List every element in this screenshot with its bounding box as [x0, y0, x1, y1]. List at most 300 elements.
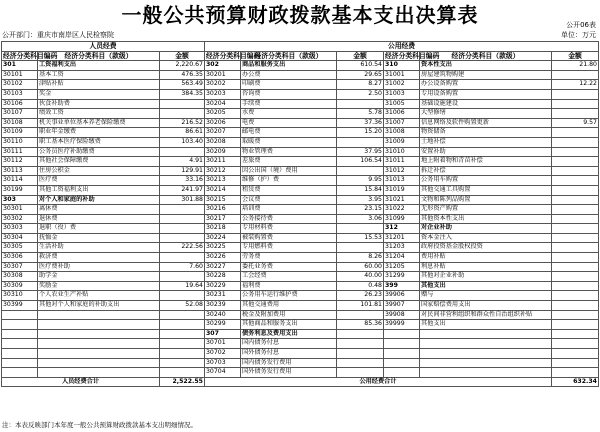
form-number: 公开06表: [566, 21, 596, 29]
econ-code-cell: 30211: [205, 157, 241, 167]
amount-cell: [337, 368, 384, 378]
amount-cell: [337, 339, 384, 349]
econ-name-cell: 对民间非营利组织和群众性自治组织补贴: [420, 310, 552, 320]
amount-cell: 9.57: [552, 118, 599, 128]
table-row: [2, 137, 599, 147]
econ-code-cell: 30701: [205, 339, 241, 349]
econ-code-cell: 30224: [205, 233, 241, 243]
econ-name-cell: 其他商品和服务支出: [241, 320, 337, 330]
table-row: [2, 262, 599, 272]
amount-cell: 15.53: [337, 233, 384, 243]
table-row: [2, 291, 599, 301]
table-row: [2, 176, 599, 186]
amount-cell: [337, 329, 384, 339]
econ-code-cell: [2, 368, 38, 378]
econ-name-cell: 医疗费: [38, 176, 160, 186]
amount-cell: [160, 358, 205, 368]
amount-cell: [337, 358, 384, 368]
econ-code-cell: 31001: [384, 70, 420, 80]
econ-name-cell: 其他社会保障缴费: [38, 157, 160, 167]
table-row: [2, 358, 599, 368]
table-row: [2, 329, 599, 339]
amount-cell: 610.54: [337, 61, 384, 71]
econ-code-cell: [384, 329, 420, 339]
econ-name-cell: 物资储备: [420, 128, 552, 138]
amount-cell: 52.08: [160, 301, 205, 311]
amount-cell: 15.20: [337, 128, 384, 138]
amount-cell: [337, 99, 384, 109]
amount-cell: [552, 109, 599, 119]
econ-name-cell: 专用燃料费: [241, 243, 337, 253]
amount-cell: 40.00: [337, 272, 384, 282]
econ-code-cell: 30228: [205, 272, 241, 282]
econ-code-cell: 30204: [205, 99, 241, 109]
econ-name-cell: 无形资产购置: [420, 205, 552, 215]
econ-code-cell: 30106: [2, 99, 38, 109]
econ-name-cell: 房屋建筑物购建: [420, 70, 552, 80]
econ-code-cell: 30109: [2, 128, 38, 138]
econ-code-cell: 30207: [205, 128, 241, 138]
econ-name-cell: 其他交通费用: [241, 301, 337, 311]
col-amount: 金额: [337, 51, 384, 61]
amount-cell: [552, 185, 599, 195]
amount-cell: [160, 368, 205, 378]
econ-code-cell: 31021: [384, 195, 420, 205]
econ-name-cell: 国外债务付息: [241, 349, 337, 359]
econ-code-cell: 30111: [2, 147, 38, 157]
amount-cell: 8.26: [337, 253, 384, 263]
col-code: 经济分类科目编码: [385, 51, 440, 60]
econ-code-cell: 307: [205, 329, 241, 339]
amount-cell: [552, 224, 599, 234]
econ-name-cell: [420, 339, 552, 349]
econ-code-cell: 30310: [2, 291, 38, 301]
amount-cell: 106.54: [337, 157, 384, 167]
econ-name-cell: 拆迁补偿: [420, 166, 552, 176]
econ-name-cell: [38, 339, 160, 349]
econ-code-cell: 303: [2, 195, 38, 205]
amount-cell: [337, 349, 384, 359]
econ-name-cell: 被装购置费: [241, 233, 337, 243]
amount-cell: 563.49: [160, 80, 205, 90]
amount-cell: 2.50: [337, 89, 384, 99]
econ-code-cell: 30209: [205, 147, 241, 157]
amount-cell: [552, 310, 599, 320]
econ-name-cell: 安置补助: [420, 147, 552, 157]
econ-name-cell: 基础设施建设: [420, 99, 552, 109]
econ-name-cell: 水费: [241, 109, 337, 119]
amount-cell: 37.36: [337, 118, 384, 128]
econ-name-cell: 办公费: [241, 70, 337, 80]
econ-code-cell: [2, 320, 38, 330]
econ-name-cell: 土地补偿: [420, 137, 552, 147]
econ-code-cell: 30309: [2, 281, 38, 291]
amount-cell: 4.91: [160, 157, 205, 167]
econ-name-cell: 其他支出: [420, 320, 552, 330]
amount-cell: [552, 243, 599, 253]
table-row: [2, 195, 599, 205]
econ-code-cell: [384, 358, 420, 368]
econ-code-cell: 31011: [384, 157, 420, 167]
amount-cell: 129.91: [160, 166, 205, 176]
econ-name-cell: 公务接待费: [241, 214, 337, 224]
econ-code-cell: 30299: [205, 320, 241, 330]
table-row: [2, 70, 599, 80]
amount-cell: [160, 272, 205, 282]
econ-code-cell: 31007: [384, 118, 420, 128]
econ-name-cell: 政府投资基金股权投资: [420, 243, 552, 253]
econ-code-cell: 30240: [205, 310, 241, 320]
table-row: [2, 109, 599, 119]
table-row: [2, 166, 599, 176]
econ-name-cell: [38, 329, 160, 339]
amount-cell: [337, 310, 384, 320]
econ-code-cell: 30217: [205, 214, 241, 224]
econ-code-cell: 30301: [2, 205, 38, 215]
amount-cell: 29.65: [337, 70, 384, 80]
econ-name-cell: [38, 310, 160, 320]
amount-cell: 21.80: [552, 61, 599, 71]
amount-cell: [552, 166, 599, 176]
table-body: [2, 61, 599, 378]
table-row: [2, 224, 599, 234]
econ-code-cell: 30216: [205, 205, 241, 215]
econ-code-cell: 30303: [2, 224, 38, 234]
econ-code-cell: 30703: [205, 358, 241, 368]
econ-code-cell: 31009: [384, 137, 420, 147]
econ-name-cell: 邮电费: [241, 128, 337, 138]
econ-code-cell: 30102: [2, 80, 38, 90]
econ-name-cell: 退职（役）费: [38, 224, 160, 234]
econ-code-cell: 39999: [384, 320, 420, 330]
amount-cell: 103.40: [160, 137, 205, 147]
table-row: [2, 214, 599, 224]
econ-name-cell: 差旅费: [241, 157, 337, 167]
expenditure-table: [1, 41, 599, 387]
econ-name-cell: 公务用车购置: [420, 176, 552, 186]
amount-cell: 3.06: [337, 214, 384, 224]
econ-code-cell: 30103: [2, 89, 38, 99]
unit-line: [2, 31, 596, 40]
table-row: [2, 157, 599, 167]
econ-name-cell: [420, 368, 552, 378]
table-row: [2, 80, 599, 90]
econ-code-cell: 399: [384, 281, 420, 291]
econ-code-cell: [384, 368, 420, 378]
econ-code-cell: 30107: [2, 109, 38, 119]
amount-cell: 8.27: [337, 80, 384, 90]
econ-name-cell: 奖励金: [38, 281, 160, 291]
table-row: [2, 272, 599, 282]
amount-cell: [160, 329, 205, 339]
amount-cell: 476.35: [160, 70, 205, 80]
table-row: [2, 310, 599, 320]
econ-code-cell: 30226: [205, 253, 241, 263]
amount-cell: [552, 205, 599, 215]
econ-code-cell: 30203: [205, 89, 241, 99]
econ-name-cell: 专用设备购置: [420, 89, 552, 99]
econ-name-cell: 福利费: [241, 281, 337, 291]
amount-cell: [552, 233, 599, 243]
econ-name-cell: 职业年金缴费: [38, 128, 160, 138]
econ-code-cell: 310: [384, 61, 420, 71]
amount-cell: [552, 320, 599, 330]
public-header: 公用经费: [205, 42, 599, 52]
col-name: 经济分类科目（款级）: [38, 51, 160, 61]
amount-cell: [552, 291, 599, 301]
col-amount: 金额: [160, 51, 205, 61]
econ-code-cell: [2, 358, 38, 368]
econ-name-cell: 委托业务费: [241, 262, 337, 272]
econ-code-cell: 30199: [2, 185, 38, 195]
amount-cell: [552, 301, 599, 311]
amount-cell: [160, 310, 205, 320]
econ-name-cell: 绩效工资: [38, 109, 160, 119]
econ-name-cell: 信息网络及软件购置更新: [420, 118, 552, 128]
econ-name-cell: 救济费: [38, 253, 160, 263]
econ-code-cell: 30202: [205, 80, 241, 90]
table-row: [2, 233, 599, 243]
econ-code-cell: 31022: [384, 205, 420, 215]
amount-cell: 301.88: [160, 195, 205, 205]
amount-cell: [160, 147, 205, 157]
econ-name-cell: 大型修缮: [420, 109, 552, 119]
amount-cell: [552, 272, 599, 282]
econ-name-cell: 伙食补助费: [38, 99, 160, 109]
amount-cell: [552, 262, 599, 272]
econ-name-cell: 会议费: [241, 195, 337, 205]
public-total-amount: 632.34: [552, 377, 599, 387]
econ-name-cell: 公务员医疗补助缴费: [38, 147, 160, 157]
econ-code-cell: 30229: [205, 281, 241, 291]
amount-cell: [160, 214, 205, 224]
econ-name-cell: 地上附着物和青苗补偿: [420, 157, 552, 167]
amount-cell: [160, 99, 205, 109]
amount-cell: [552, 368, 599, 378]
amount-cell: 216.52: [160, 118, 205, 128]
amount-cell: [552, 157, 599, 167]
econ-code-cell: [384, 339, 420, 349]
table-row: [2, 349, 599, 359]
econ-name-cell: 生活补助: [38, 243, 160, 253]
col-name: 经济分类科目（款级）: [420, 51, 552, 61]
econ-code-cell: 30306: [2, 253, 38, 263]
econ-name-cell: [38, 368, 160, 378]
amount-cell: 9.95: [337, 176, 384, 186]
amount-cell: [552, 70, 599, 80]
amount-cell: [337, 243, 384, 253]
amount-cell: [552, 329, 599, 339]
econ-code-cell: 31005: [384, 99, 420, 109]
econ-name-cell: 国内债务付息: [241, 339, 337, 349]
table-row: [2, 243, 599, 253]
econ-code-cell: 30205: [205, 109, 241, 119]
table-row: [2, 61, 599, 71]
econ-code-cell: 30212: [205, 166, 241, 176]
table-row: [2, 281, 599, 291]
amount-cell: [160, 205, 205, 215]
department-name: 公开部门：重庆市南岸区人民检察院: [2, 31, 114, 39]
econ-code-cell: 30225: [205, 243, 241, 253]
table-row: [2, 205, 599, 215]
econ-name-cell: 基本工资: [38, 70, 160, 80]
table-row: [2, 185, 599, 195]
econ-name-cell: 劳务费: [241, 253, 337, 263]
personnel-header: 人员经费: [2, 42, 205, 52]
col-code: 经济分类科目编码: [3, 51, 58, 60]
econ-name-cell: 国内债务发行费用: [241, 358, 337, 368]
econ-code-cell: 30308: [2, 272, 38, 282]
amount-cell: [552, 358, 599, 368]
col-code: 经济分类科目编码: [206, 51, 261, 60]
econ-name-cell: 对企业补助: [420, 224, 552, 234]
econ-code-cell: 30702: [205, 349, 241, 359]
econ-name-cell: 其他工资福利支出: [38, 185, 160, 195]
footnote: 注：本表反映部门本年度一般公共预算财政拨款基本支出明细情况。: [2, 421, 197, 429]
amount-cell: 23.15: [337, 205, 384, 215]
econ-name-cell: 其他资本性支出: [420, 214, 552, 224]
econ-code-cell: 31008: [384, 128, 420, 138]
amount-cell: [552, 195, 599, 205]
econ-name-cell: 赠与: [420, 291, 552, 301]
amount-cell: 241.97: [160, 185, 205, 195]
econ-code-cell: 30208: [205, 137, 241, 147]
econ-code-cell: 30113: [2, 166, 38, 176]
amount-cell: [337, 224, 384, 234]
econ-code-cell: 31099: [384, 214, 420, 224]
amount-cell: [552, 253, 599, 263]
amount-cell: 60.00: [337, 262, 384, 272]
amount-cell: 0.48: [337, 281, 384, 291]
econ-code-cell: 30114: [2, 176, 38, 186]
econ-name-cell: 维修（护）费: [241, 176, 337, 186]
amount-cell: [160, 224, 205, 234]
amount-cell: 12.22: [552, 80, 599, 90]
econ-name-cell: 个人农业生产补贴: [38, 291, 160, 301]
econ-name-cell: 工会经费: [241, 272, 337, 282]
econ-code-cell: 302: [205, 61, 241, 71]
table-row: [2, 147, 599, 157]
public-total-label: 公用经费合计: [205, 377, 552, 387]
amount-cell: 85.36: [337, 320, 384, 330]
econ-name-cell: 其他支出: [420, 281, 552, 291]
table-row: [2, 320, 599, 330]
amount-cell: 26.23: [337, 291, 384, 301]
econ-name-cell: 取暖费: [241, 137, 337, 147]
econ-name-cell: 手续费: [241, 99, 337, 109]
econ-name-cell: 资本性支出: [420, 61, 552, 71]
econ-name-cell: [38, 320, 160, 330]
amount-cell: [552, 137, 599, 147]
col-name: 经济分类科目（款级）: [241, 51, 337, 61]
econ-code-cell: 31006: [384, 109, 420, 119]
econ-code-cell: [2, 339, 38, 349]
amount-cell: [160, 349, 205, 359]
econ-name-cell: 咨询费: [241, 89, 337, 99]
econ-code-cell: [2, 329, 38, 339]
personnel-total-label: 人员经费合计: [2, 377, 160, 387]
amount-cell: [552, 349, 599, 359]
econ-code-cell: 312: [384, 224, 420, 234]
amount-cell: [160, 233, 205, 243]
econ-code-cell: 31203: [384, 243, 420, 253]
econ-code-cell: 30399: [2, 301, 38, 311]
econ-code-cell: 31204: [384, 253, 420, 263]
amount-cell: 19.64: [160, 281, 205, 291]
econ-name-cell: 债务利息及费用支出: [241, 329, 337, 339]
table-row: [2, 339, 599, 349]
econ-code-cell: 31019: [384, 185, 420, 195]
econ-name-cell: 文物和陈列品购置: [420, 195, 552, 205]
econ-code-cell: 30215: [205, 195, 241, 205]
amount-cell: 37.95: [337, 147, 384, 157]
econ-name-cell: 机关事业单位基本养老保险缴费: [38, 118, 160, 128]
amount-cell: 384.35: [160, 89, 205, 99]
amount-cell: 222.56: [160, 243, 205, 253]
econ-name-cell: 助学金: [38, 272, 160, 282]
amount-cell: 101.81: [337, 301, 384, 311]
econ-name-cell: [420, 358, 552, 368]
econ-code-cell: 30108: [2, 118, 38, 128]
econ-name-cell: 其他对企业补助: [420, 272, 552, 282]
personnel-total-amount: 2,522.55: [160, 377, 205, 387]
amount-cell: [337, 137, 384, 147]
econ-code-cell: 30206: [205, 118, 241, 128]
econ-name-cell: 国家赔偿费用支出: [420, 301, 552, 311]
econ-code-cell: 30305: [2, 243, 38, 253]
col-amount: 金额: [552, 51, 599, 61]
econ-code-cell: 30302: [2, 214, 38, 224]
econ-name-cell: 物业管理费: [241, 147, 337, 157]
econ-name-cell: [38, 349, 160, 359]
amount-cell: 86.61: [160, 128, 205, 138]
table-row: [2, 368, 599, 378]
table-row: [2, 89, 599, 99]
econ-name-cell: 公务用车运行维护费: [241, 291, 337, 301]
amount-cell: [337, 166, 384, 176]
econ-code-cell: 31205: [384, 262, 420, 272]
table-row: [2, 301, 599, 311]
econ-code-cell: [384, 349, 420, 359]
econ-name-cell: 商品和服务支出: [241, 61, 337, 71]
econ-code-cell: 31013: [384, 176, 420, 186]
table-row: [2, 253, 599, 263]
amount-cell: 15.84: [337, 185, 384, 195]
table-row: [2, 118, 599, 128]
econ-name-cell: 印刷费: [241, 80, 337, 90]
amount-cell: [160, 291, 205, 301]
econ-name-cell: 住房公积金: [38, 166, 160, 176]
amount-cell: [552, 147, 599, 157]
amount-cell: [160, 109, 205, 119]
econ-code-cell: 31012: [384, 166, 420, 176]
econ-code-cell: 39907: [384, 301, 420, 311]
econ-code-cell: 30110: [2, 137, 38, 147]
econ-name-cell: 其他交通工具购置: [420, 185, 552, 195]
amount-cell: [552, 128, 599, 138]
amount-cell: 2,220.67: [160, 61, 205, 71]
econ-code-cell: 30304: [2, 233, 38, 243]
econ-name-cell: 资本金注入: [420, 233, 552, 243]
econ-code-cell: 30231: [205, 291, 241, 301]
econ-code-cell: 30101: [2, 70, 38, 80]
econ-name-cell: 国外债务发行费用: [241, 368, 337, 378]
econ-name-cell: 工资福利支出: [38, 61, 160, 71]
econ-code-cell: 30213: [205, 176, 241, 186]
econ-code-cell: 31201: [384, 233, 420, 243]
econ-code-cell: 39908: [384, 310, 420, 320]
amount-cell: [160, 320, 205, 330]
